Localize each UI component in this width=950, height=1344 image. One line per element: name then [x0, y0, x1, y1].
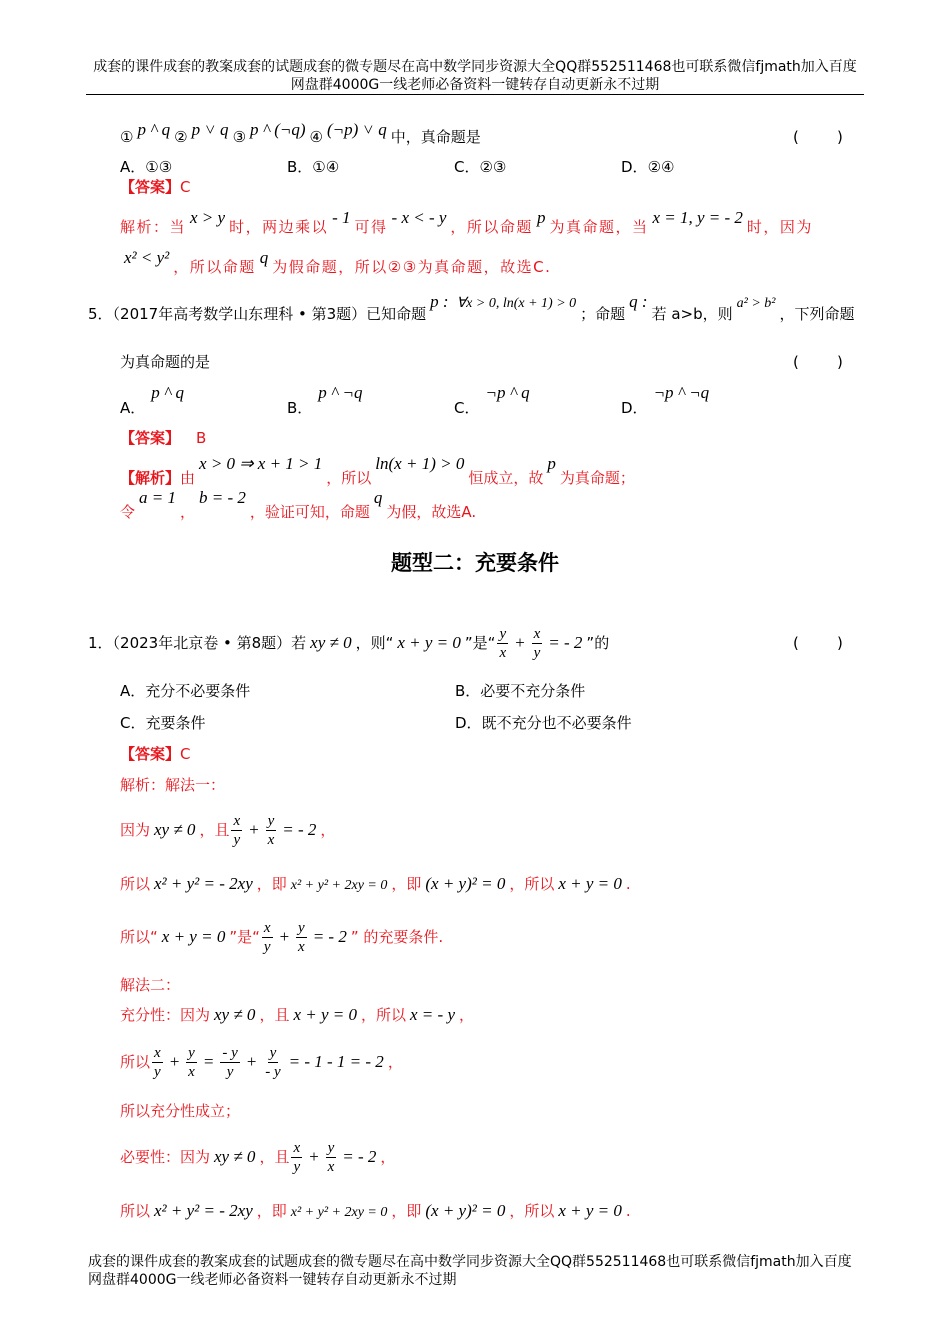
math-expression: = - 1 - 1 = - 2 — [288, 1052, 384, 1071]
fraction-denominator: x — [267, 832, 275, 848]
text-segment: ”是“ — [229, 928, 260, 946]
fraction — [152, 1045, 163, 1080]
option-value: ①③ — [145, 158, 173, 176]
q1-option-c — [120, 708, 455, 738]
text-segment: 可得 — [354, 218, 388, 236]
answer-value: C — [180, 745, 191, 763]
footer-line-1: 成套的课件成套的教案成套的试题成套的微专题尽在高中数学同步资源大全QQ群552511468也可联系微信fjmath加入百度 — [88, 1254, 852, 1270]
text-segment: ，所以 — [326, 469, 372, 487]
math-expression: (x + y)² = 0 — [425, 874, 506, 893]
q5-answer — [120, 423, 206, 453]
text-segment: 为真命题； — [559, 469, 635, 487]
option-label: B． — [287, 399, 313, 417]
math-expression: (x + y)² = 0 — [425, 1201, 506, 1220]
math-expression: x² + y² = - 2xy — [154, 1201, 253, 1220]
text-segment: ，即 — [391, 1202, 422, 1220]
fraction-denominator: y — [233, 832, 241, 848]
q5-option-d — [621, 383, 788, 423]
math-expression: + — [245, 1052, 258, 1071]
math-expression: x + y = 0 — [397, 633, 461, 652]
q4-explanation-line-2 — [120, 248, 552, 282]
q5-explanation-line-2 — [120, 488, 477, 527]
text-segment: . — [625, 875, 631, 893]
option-label: A． — [120, 682, 146, 700]
fraction-denominator: y — [226, 1064, 234, 1080]
text-segment: ，所以 — [509, 875, 555, 893]
math-expression: xy ≠ 0 — [310, 633, 352, 652]
text-segment: ， — [380, 1148, 396, 1166]
option-math: ¬p ^ q — [485, 383, 530, 402]
fraction-numerator: x — [533, 626, 541, 642]
text-segment: 所以 — [120, 1053, 151, 1071]
q4-option-d — [621, 152, 788, 182]
text-segment: 时，两边乘以 — [229, 218, 329, 236]
text-segment: 中，真命题是 — [390, 128, 481, 146]
text-segment: 由 — [180, 469, 196, 487]
math-expression: x + y = 0 — [161, 927, 226, 946]
text-segment: ，且 — [259, 1006, 290, 1024]
text-segment: ”的 — [586, 634, 610, 652]
fraction-numerator: x — [263, 920, 271, 936]
q1-method2-line-3 — [120, 1096, 240, 1126]
math-expression: = - 2 — [342, 1147, 377, 1166]
q1-options-row-2 — [120, 708, 790, 738]
text-segment: ④ — [309, 128, 323, 146]
text-segment: ，所以命题 — [450, 218, 533, 236]
fraction-numerator: x — [293, 1140, 301, 1156]
question-number: 5． — [88, 305, 113, 323]
q1-method2-line-4 — [120, 1137, 395, 1177]
fraction — [291, 1140, 302, 1175]
footer-line-2: 网盘群4000G一线老师必备资料一键转存自动更新永不过期 — [88, 1272, 457, 1288]
fraction — [497, 626, 508, 661]
fraction-denominator: x — [499, 645, 507, 661]
option-label: C． — [454, 399, 480, 417]
text-segment: ；命题 — [580, 305, 626, 323]
option-label: D． — [455, 714, 482, 732]
math-expression: x > 0 ⇒ x + 1 > 1 — [199, 454, 323, 473]
fraction — [532, 626, 543, 661]
math-expression: x² < y² — [124, 248, 170, 267]
q5-answer-blank: ( ) — [793, 353, 843, 371]
text-segment: 若 a>b，则 — [651, 305, 733, 323]
text-segment: ② — [174, 128, 188, 146]
answer-label: 【答案】 — [120, 178, 181, 196]
q1-answer — [120, 739, 191, 769]
math-expression: q : — [629, 292, 648, 311]
fraction-numerator: y — [188, 1045, 195, 1061]
text-segment: （2023年北京卷 • 第8题）若 — [112, 634, 307, 652]
fraction-numerator: y — [298, 920, 305, 936]
math-expression: + — [168, 1052, 181, 1071]
q4-answer-blank: ( ) — [793, 128, 843, 146]
text-segment: 为假命题，所以②③为真命题，故选C. — [272, 258, 552, 276]
q1-options-row-1 — [120, 676, 790, 706]
math-expression: = - 2 — [548, 633, 583, 652]
fraction — [186, 1045, 197, 1080]
math-expression: x + y = 0 — [293, 1005, 357, 1024]
math-expression: xy ≠ 0 — [214, 1005, 256, 1024]
option-value: ②④ — [647, 158, 675, 176]
answer-label: 【答案】 — [120, 429, 181, 447]
math-expression: p — [536, 208, 546, 227]
q5-stem — [88, 292, 855, 331]
math-expression: p ^ q — [137, 120, 171, 139]
q4-explanation-line-1 — [120, 208, 813, 242]
math-expression: (¬p) ˅ q — [326, 120, 387, 139]
text-segment: ， — [387, 1053, 403, 1071]
option-value: 充要条件 — [145, 714, 206, 732]
fraction-numerator: x — [233, 813, 241, 829]
option-math: ¬p ^ ¬q — [653, 383, 710, 402]
text-segment: 为真命题，当 — [549, 218, 649, 236]
text-segment: ，所以命题 — [173, 258, 256, 276]
text-segment: ① — [120, 128, 134, 146]
text-segment: 所以充分性成立； — [120, 1102, 241, 1120]
fraction-numerator: y — [327, 1140, 335, 1156]
math-expression: p — [547, 454, 556, 473]
q1-method2-line-5 — [120, 1196, 631, 1228]
math-expression: + — [248, 820, 260, 839]
q4-answer — [120, 172, 191, 202]
fraction-denominator: - y — [265, 1064, 281, 1080]
math-expression: x + y = 0 — [558, 874, 622, 893]
fraction-denominator: y — [533, 645, 541, 661]
text-segment: 恒成立，故 — [468, 469, 544, 487]
option-label: A． — [120, 158, 146, 176]
text-segment: ” 的充要条件. — [350, 928, 444, 946]
fraction-denominator: x — [327, 1159, 335, 1175]
text-segment: ， — [320, 821, 336, 839]
text-segment: 时，因为 — [746, 218, 813, 236]
header-line-1: 成套的课件成套的教案成套的试题成套的微专题尽在高中数学同步资源大全QQ群552511468也可联系微信fjmath加入百度 — [93, 59, 857, 75]
fraction — [263, 1045, 282, 1080]
q1-method1-line-3 — [120, 917, 443, 957]
q5-option-c — [454, 383, 621, 423]
text-segment: 所以 — [120, 875, 151, 893]
math-expression: x = - y — [410, 1005, 455, 1024]
fraction — [266, 813, 277, 848]
q1-method1-line-2 — [120, 869, 631, 901]
q5-option-a — [120, 383, 287, 423]
q4-stem — [120, 122, 481, 152]
math-expression: + — [308, 1147, 320, 1166]
q1-method2-line-1 — [120, 1000, 474, 1030]
math-expression: - x < - y — [391, 208, 447, 227]
q1-method1-title: 解析：解法一： — [120, 776, 226, 794]
option-label: A． — [120, 399, 146, 417]
math-expression: x² + y² = - 2xy — [154, 874, 253, 893]
math-expression: x² + y² + 2xy = 0 — [290, 1205, 388, 1220]
math-expression: b = - 2 — [199, 488, 246, 507]
bold-label: 【解析】 — [120, 469, 181, 487]
text-segment: ，且 — [259, 1148, 290, 1166]
math-expression: a² > b² — [736, 296, 776, 311]
text-segment: ③ — [232, 128, 247, 146]
q1-method1-line-1 — [120, 810, 335, 850]
answer-value: C — [180, 178, 191, 196]
q4-options — [120, 152, 788, 182]
text-segment: ， — [459, 1006, 475, 1024]
question-number: 1． — [88, 634, 113, 652]
math-expression: q — [259, 248, 269, 267]
q1-option-b — [455, 676, 790, 706]
text-segment: 解析：当 — [120, 218, 187, 236]
text-segment: 为假，故选A. — [386, 503, 477, 521]
fraction-numerator: y — [267, 813, 275, 829]
fraction-numerator: y — [269, 1045, 277, 1061]
q1-option-a — [120, 676, 455, 706]
text-segment: 因为 — [120, 821, 151, 839]
fraction-denominator: y — [263, 939, 271, 955]
math-expression: x² + y² + 2xy = 0 — [290, 878, 388, 893]
fraction — [296, 920, 307, 955]
text-segment: ，且 — [199, 821, 230, 839]
header-divider — [86, 94, 864, 95]
q5-options — [120, 383, 788, 423]
text-segment: ，所以 — [361, 1006, 407, 1024]
math-expression: = — [202, 1052, 215, 1071]
math-expression: p : — [430, 292, 449, 311]
text-segment: 充分性：因为 — [120, 1006, 211, 1024]
text-segment: ，即 — [256, 1202, 287, 1220]
fraction — [262, 920, 273, 955]
fraction — [220, 1045, 239, 1080]
option-label: C． — [120, 714, 146, 732]
option-value: ②③ — [479, 158, 507, 176]
option-value: 必要不充分条件 — [480, 682, 586, 700]
math-expression: + — [514, 633, 526, 652]
math-expression: xy ≠ 0 — [214, 1147, 256, 1166]
math-expression: - 1 — [332, 208, 351, 227]
q1-stem — [88, 623, 609, 663]
q4-option-c — [454, 152, 621, 182]
math-expression: ln(x + 1) > 0 — [375, 454, 465, 473]
answer-value: B — [196, 429, 207, 447]
option-label: C． — [454, 158, 480, 176]
answer-label: 【答案】 — [120, 745, 181, 763]
fraction — [231, 813, 242, 848]
q1-method2-line-2 — [120, 1042, 403, 1082]
text-segment: ，所以 — [509, 1202, 555, 1220]
option-value: 充分不必要条件 — [145, 682, 251, 700]
math-expression: a = 1 — [139, 488, 176, 507]
q5-stem-continued: 为真命题的是 — [120, 353, 211, 371]
option-value: 既不充分也不必要条件 — [481, 714, 632, 732]
math-expression: x = 1, y = - 2 — [652, 208, 743, 227]
option-math: p ^ ¬q — [318, 383, 363, 402]
q1-method2-title: 解法二： — [120, 976, 181, 994]
section-title: 题型二：充要条件 — [391, 551, 559, 575]
q4-option-b — [287, 152, 454, 182]
fraction — [326, 1140, 337, 1175]
option-math: p ^ q — [151, 383, 184, 402]
text-segment: 必要性：因为 — [120, 1148, 211, 1166]
fraction-numerator: y — [499, 626, 507, 642]
fraction-denominator: x — [298, 939, 305, 955]
math-expression: = - 2 — [282, 820, 317, 839]
fraction-denominator: y — [154, 1064, 161, 1080]
fraction-numerator: - y — [222, 1045, 238, 1061]
math-expression: + — [278, 927, 291, 946]
text-segment: ，即 — [256, 875, 287, 893]
option-label: B． — [455, 682, 481, 700]
text-segment: 所以“ — [120, 928, 158, 946]
text-segment: ，验证可知，命题 — [249, 503, 370, 521]
text-segment: （2017年高考数学山东理科 • 第3题）已知命题 — [112, 305, 427, 323]
q5-option-b — [287, 383, 454, 423]
text-segment: ，下列命题 — [779, 305, 855, 323]
text-segment: . — [625, 1202, 631, 1220]
math-expression: q — [373, 488, 383, 507]
text-segment: ，则“ — [355, 634, 394, 652]
text-segment: ，即 — [391, 875, 422, 893]
option-label: B． — [287, 158, 313, 176]
math-expression: p ^ (¬q) — [250, 120, 306, 139]
math-expression: p ˅ q — [191, 120, 229, 139]
text-segment: 所以 — [120, 1202, 151, 1220]
fraction-denominator: x — [188, 1064, 195, 1080]
math-expression: x > y — [190, 208, 226, 227]
math-expression: ∀x > 0, ln(x + 1) > 0 — [456, 296, 577, 311]
math-expression: x + y = 0 — [558, 1201, 622, 1220]
option-label: D． — [621, 158, 648, 176]
text-segment: ”是“ — [464, 634, 496, 652]
header-line-2: 网盘群4000G一线老师必备资料一键转存自动更新永不过期 — [290, 77, 660, 93]
fraction-denominator: y — [293, 1159, 301, 1175]
q1-option-d — [455, 708, 790, 738]
option-label: D． — [621, 399, 648, 417]
text-segment: 令 — [120, 503, 136, 521]
fraction-numerator: x — [154, 1045, 161, 1061]
q1-answer-blank: ( ) — [793, 634, 843, 652]
math-expression: xy ≠ 0 — [154, 820, 196, 839]
math-expression: = - 2 — [312, 927, 347, 946]
option-value: ①④ — [312, 158, 340, 176]
text-segment: ， — [180, 503, 196, 521]
